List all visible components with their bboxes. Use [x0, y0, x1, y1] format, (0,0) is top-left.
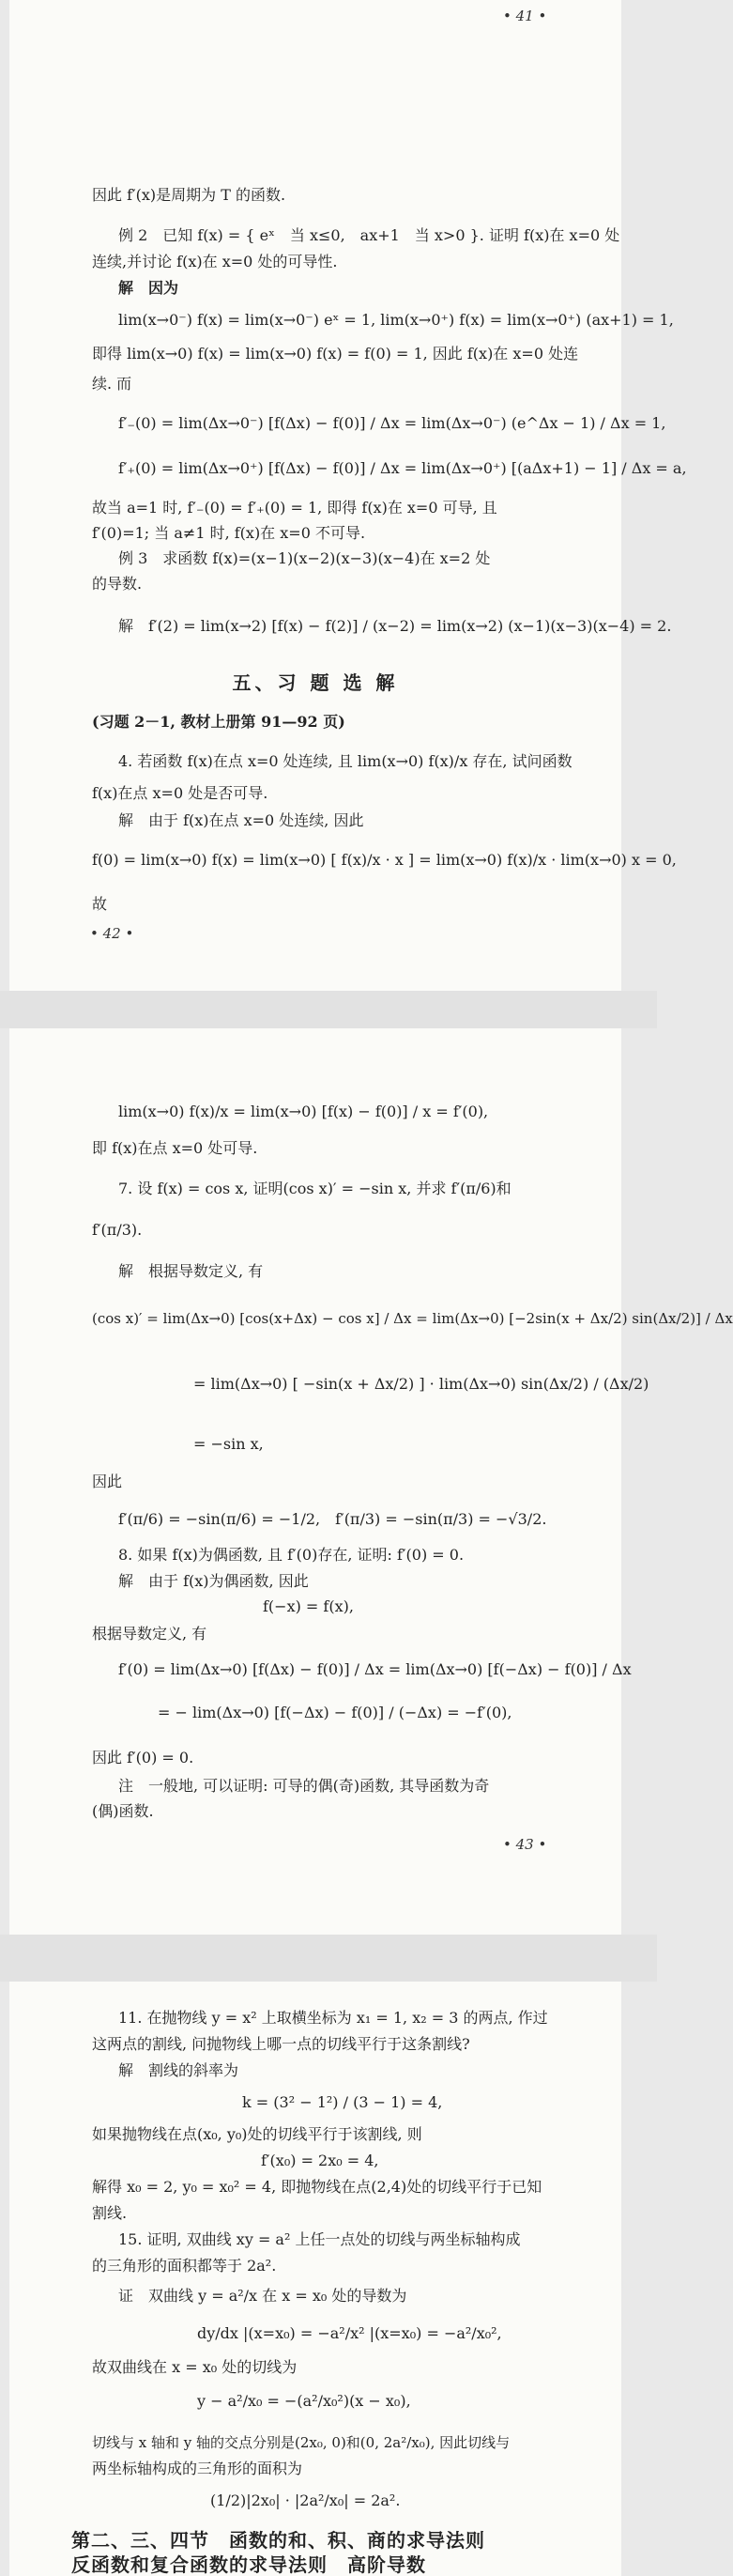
exercise-7-statement: 7. 设 f(x) = cos x, 证明(cos x)′ = −sin x, 并求 f′(π/6)和	[118, 1180, 512, 1197]
page-number-43: • 43 •	[503, 1836, 547, 1853]
formula-f-prime-0: f′(0) = lim(Δx→0) [f(Δx) − f(0)] / Δx = lim(Δx→0) [f(−Δx) − f(0)] / Δx	[118, 1660, 632, 1678]
formula-slope: k = (3² − 1²) / (3 − 1) = 4,	[242, 2093, 443, 2111]
text-line: 故当 a=1 时, f′₋(0) = f′₊(0) = 1, 即得 f(x)在 x=0 可导, 且	[92, 499, 497, 517]
formula-tangent-line: y − a²/x₀ = −(a²/x₀²)(x − x₀),	[197, 2392, 411, 2410]
page-gap	[0, 991, 657, 1028]
chapter-heading-line1: 第二、三、四节 函数的和、积、商的求导法则	[71, 2529, 485, 2552]
section-subtitle: (习题 2－1, 教材上册第 91—92 页)	[92, 713, 345, 731]
solution-line: 解 根据导数定义, 有	[118, 1262, 264, 1280]
formula-limit-f0: lim(x→0) f(x)/x = lim(x→0) [f(x) − f(0)] / x = f′(0),	[118, 1103, 489, 1120]
note-line: 注 一般地, 可以证明: 可导的偶(奇)函数, 其导函数为奇	[118, 1777, 490, 1795]
page-number-41: • 41 •	[503, 8, 547, 24]
text-line: 如果抛物线在点(x₀, y₀)处的切线平行于该割线, 则	[92, 2125, 422, 2143]
formula-hyperbola-derivative: dy/dx |(x=x₀) = −a²/x² |(x=x₀) = −a²/x₀²,	[197, 2324, 502, 2342]
solution-line: 解 割线的斜率为	[118, 2061, 239, 2079]
text-line: 解得 x₀ = 2, y₀ = x₀² = 4, 即抛物线在点(2,4)处的切线平行于已知	[92, 2178, 542, 2196]
text-line: 即 f(x)在点 x=0 处可导.	[92, 1139, 258, 1157]
formula-cos-derivative: (cos x)′ = lim(Δx→0) [cos(x+Δx) − cos x] / Δx = lim(Δx→0) [−2sin(x + Δx/2) sin(Δx/2)] / Δx	[92, 1310, 733, 1327]
solution-line: 解 由于 f(x)为偶函数, 因此	[118, 1572, 309, 1590]
formula-even: f(−x) = f(x),	[263, 1597, 354, 1615]
text-line: 故双曲线在 x = x₀ 处的切线为	[92, 2358, 298, 2376]
formula-area: (1/2)|2x₀| · |2a²/x₀| = 2a².	[210, 2491, 401, 2509]
page-44	[9, 1982, 621, 2576]
formula-tangent-condition: f′(x₀) = 2x₀ = 4,	[261, 2152, 379, 2169]
formula-f-prime-0-step2: = − lim(Δx→0) [f(−Δx) − f(0)] / (−Δx) = −f′(0),	[158, 1704, 512, 1721]
text-line: 即得 lim(x→0) f(x) = lim(x→0) f(x) = f(0) = 1, 因此 f(x)在 x=0 处连	[92, 345, 579, 362]
chapter-heading-line2: 反函数和复合函数的求导法则 高阶导数	[71, 2553, 426, 2576]
text-line: f′(0)=1; 当 a≠1 时, f(x)在 x=0 不可导.	[92, 524, 366, 542]
text-line: 两坐标轴构成的三角形的面积为	[92, 2460, 303, 2477]
text-line: 续. 而	[92, 375, 132, 393]
example-2-statement: 例 2 已知 f(x) = { eˣ 当 x≤0, ax+1 当 x>0 }. 证明 f(x)在 x=0 处	[118, 226, 620, 244]
formula-values: f′(π/6) = −sin(π/6) = −1/2, f′(π/3) = −sin(π/3) = −√3/2.	[118, 1510, 547, 1528]
formula-f0: f(0) = lim(x→0) f(x) = lim(x→0) [ f(x)/x · x ] = lim(x→0) f(x)/x · lim(x→0) x = 0,	[92, 851, 677, 869]
solution-label: 解 因为	[118, 279, 179, 297]
exercise-8-statement: 8. 如果 f(x)为偶函数, 且 f′(0)存在, 证明: f′(0) = 0.	[118, 1546, 465, 1564]
example-3-statement: 例 3 求函数 f(x)=(x−1)(x−2)(x−3)(x−4)在 x=2 处	[118, 549, 491, 567]
text-line: f′(π/3).	[92, 1221, 143, 1239]
solution-line: 解 由于 f(x)在点 x=0 处连续, 因此	[118, 811, 364, 829]
text-line: 故	[92, 895, 108, 913]
text-line: (偶)函数.	[92, 1802, 154, 1820]
page-43	[9, 1028, 733, 1935]
text-line: 的三角形的面积都等于 2a².	[92, 2257, 277, 2275]
text-line: 割线.	[92, 2204, 128, 2222]
text-line: 根据导数定义, 有	[92, 1625, 207, 1643]
formula-limits: lim(x→0⁻) f(x) = lim(x→0⁻) eˣ = 1, lim(x→0⁺) f(x) = lim(x→0⁺) (ax+1) = 1,	[118, 311, 674, 329]
text-line: 连续,并讨论 f(x)在 x=0 处的可导性.	[92, 253, 338, 270]
page-number-42: • 42 •	[90, 925, 134, 942]
text-line: 因此 f′(0) = 0.	[92, 1749, 194, 1766]
text-line: 的导数.	[92, 575, 143, 593]
text-line: f(x)在点 x=0 处是否可导.	[92, 784, 268, 802]
text-line: 因此	[92, 1473, 123, 1490]
page-41-42	[9, 0, 687, 991]
page-gap	[0, 1935, 657, 1982]
section-title: 五、习 题 选 解	[232, 671, 399, 694]
proof-line: 证 双曲线 y = a²/x 在 x = x₀ 处的导数为	[118, 2287, 407, 2305]
formula-left-derivative: f′₋(0) = lim(Δx→0⁻) [f(Δx) − f(0)] / Δx = lim(Δx→0⁻) (e^Δx − 1) / Δx = 1,	[118, 414, 666, 432]
formula-example-3: 解 f′(2) = lim(x→2) [f(x) − f(2)] / (x−2) = lim(x→2) (x−1)(x−3)(x−4) = 2.	[118, 617, 672, 635]
formula-cos-step2: = lim(Δx→0) [ −sin(x + Δx/2) ] · lim(Δx→0) sin(Δx/2) / (Δx/2)	[193, 1375, 649, 1393]
text-line: 因此 f′(x)是周期为 T 的函数.	[92, 186, 286, 204]
exercise-15-statement: 15. 证明, 双曲线 xy = a² 上任一点处的切线与两坐标轴构成	[118, 2230, 521, 2248]
formula-right-derivative: f′₊(0) = lim(Δx→0⁺) [f(Δx) − f(0)] / Δx = lim(Δx→0⁺) [(aΔx+1) − 1] / Δx = a,	[118, 459, 687, 477]
text-line: 这两点的割线, 问抛物线上哪一点的切线平行于这条割线?	[92, 2035, 470, 2053]
text-line: 切线与 x 轴和 y 轴的交点分别是(2x₀, 0)和(0, 2a²/x₀), 因此切线与	[92, 2434, 511, 2451]
exercise-4-statement: 4. 若函数 f(x)在点 x=0 处连续, 且 lim(x→0) f(x)/x 存在, 试问函数	[118, 752, 573, 770]
formula-cos-step3: = −sin x,	[193, 1435, 264, 1453]
exercise-11-statement: 11. 在抛物线 y = x² 上取横坐标为 x₁ = 1, x₂ = 3 的两点, 作过	[118, 2009, 548, 2027]
